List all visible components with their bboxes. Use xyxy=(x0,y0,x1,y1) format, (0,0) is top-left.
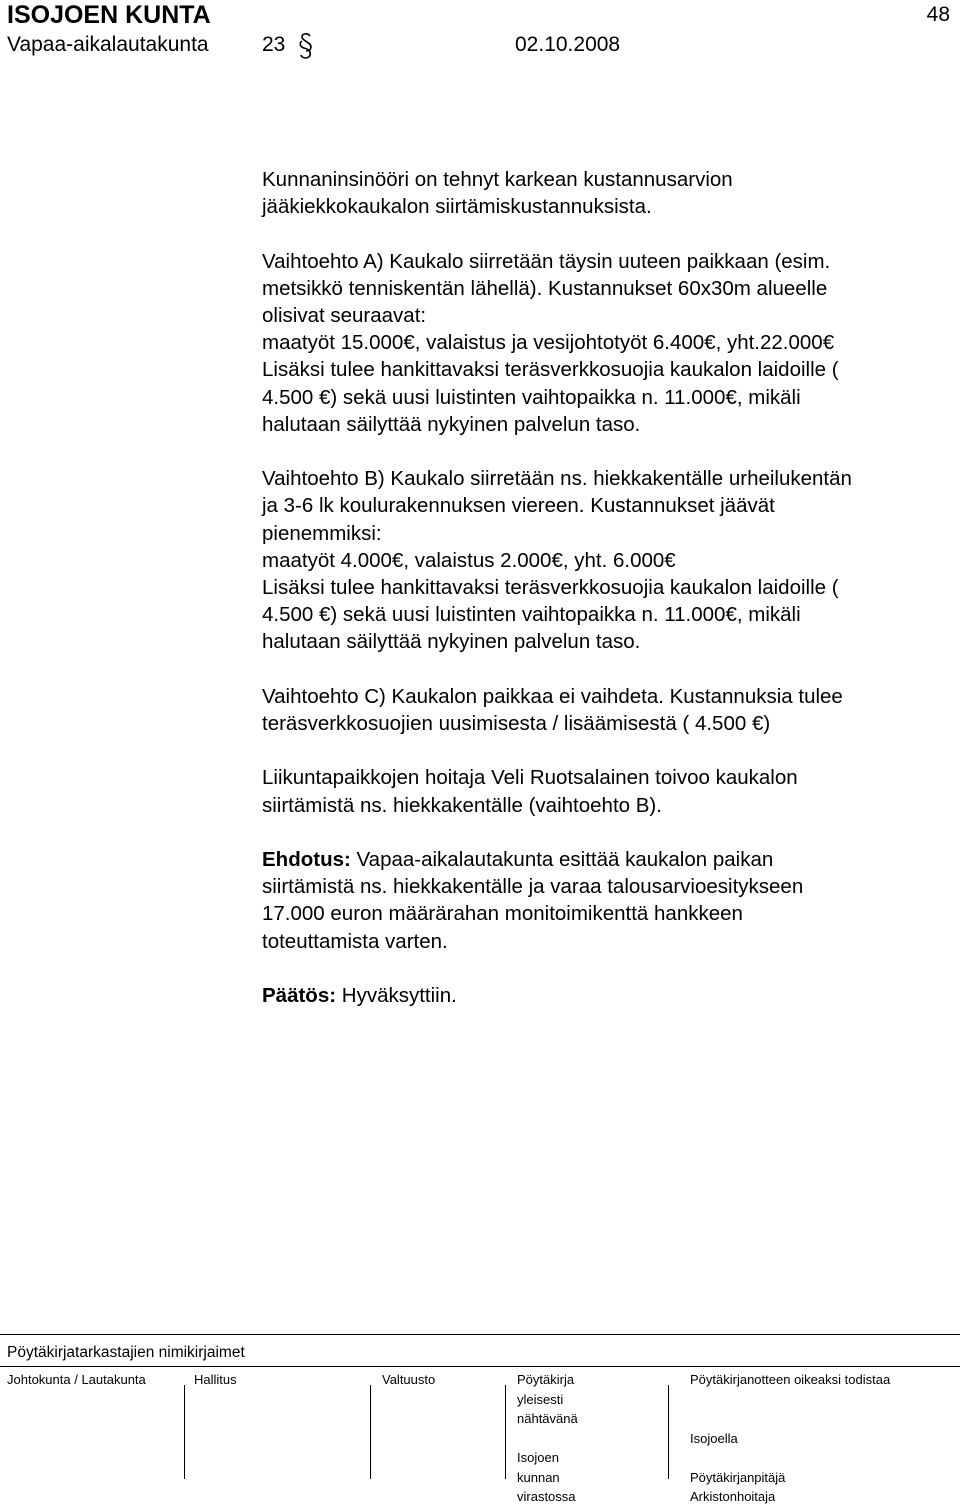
footer-col-certification xyxy=(690,1370,890,1507)
footer-top-rule xyxy=(0,1334,960,1335)
footer-divider xyxy=(184,1385,185,1479)
footer-second-rule xyxy=(0,1366,960,1367)
paragraph-proposal xyxy=(262,846,952,955)
minutes-body xyxy=(262,166,952,1036)
paragraph-option-c: Vaihtoehto C) Kaukalon paikkaa ei vaihdeta. Kustannuksia tulee teräsverkkosuojien uusimisesta / lisäämisestä ( 4.500 €) xyxy=(262,684,843,736)
paragraph-option-a: Vaihtoehto A) Kaukalo siirretään täysin uuteen paikkaan (esim. metsikkö tenniskentän lähellä). Kustannukset 60x30m alueelle olisivat seuraavat: maatyöt 15.000€, valaistus ja vesijohtotyöt 6.400€, yht.22.000€ Lisäksi tulee hankittavaksi teräsverkkosuojia kaukalon laidoille ( 4.500 €) sekä uusi luistinten vaihtopaikka n. 11.000€, mikäli halutaan säilyttää nykyinen palvelun taso. xyxy=(262,249,839,436)
footer-line: kunnan xyxy=(517,1469,560,1485)
page-number: 48 xyxy=(926,3,950,26)
footer-line: Pöytäkirja xyxy=(517,1372,575,1387)
section-sign-icon xyxy=(296,32,316,60)
committee-name: Vapaa-aikalautakunta xyxy=(7,33,209,56)
paragraph-intro: Kunnaninsinööri on tehnyt karkean kustannusarvion jääkiekkokaukalon siirtämiskustannuksista. xyxy=(262,168,733,219)
footer-col-public-display xyxy=(517,1370,578,1507)
proposal-text: Vapaa-aikalautakunta esittää kaukalon paikan siirtämistä ns. hiekkakentälle ja varaa talousarvioesitykseen 17.000 euron määrärahan monitoimikenttä hankkeen toteuttamista varten. xyxy=(262,848,804,953)
section-number: 23 xyxy=(262,33,286,56)
footer-line: nähtävänä xyxy=(517,1411,578,1426)
footer-title: Pöytäkirjatarkastajien nimikirjaimet xyxy=(7,1344,245,1361)
footer-divider xyxy=(668,1385,669,1479)
footer-col-board: Johtokunta / Lautakunta xyxy=(7,1372,146,1387)
footer-line xyxy=(517,1429,578,1449)
footer-col-government: Hallitus xyxy=(194,1372,237,1387)
footer-col-council: Valtuusto xyxy=(382,1372,436,1387)
proposal-label: Ehdotus: xyxy=(262,848,351,871)
paragraph-statement: Liikuntapaikkojen hoitaja Veli Ruotsalainen toivoo kaukalon siirtämistä ns. hiekkakentälle (vaihtoehto B). xyxy=(262,766,798,817)
footer-divider xyxy=(505,1385,506,1479)
footer-line: yleisesti xyxy=(517,1391,564,1407)
paragraph-option-b: Vaihtoehto B) Kaukalo siirretään ns. hiekkakentälle urheilukentän ja 3-6 lk koulurakennuksen viereen. Kustannukset jäävät pienemmiksi: maatyöt 4.000€, valaistus 2.000€, yht. 6.000€ Lisäksi tulee hankittavaksi teräsverkkosuojia kaukalon laidoille ( 4.500 €) sekä uusi luistinten vaihtopaikka n. 11.000€, mikäli halutaan säilyttää nykyinen palvelun taso. xyxy=(262,467,852,654)
organization-name: ISOJOEN KUNTA xyxy=(7,1,211,29)
footer-line xyxy=(690,1448,890,1468)
decision-label: Päätös: xyxy=(262,984,337,1007)
footer-divider xyxy=(370,1385,371,1479)
footer-line: virastossa xyxy=(517,1489,576,1504)
footer-line: Pöytäkirjanpitäjä xyxy=(690,1469,786,1485)
footer-line: Isojoella xyxy=(690,1430,738,1446)
paragraph-decision xyxy=(262,982,952,1009)
footer-line xyxy=(690,1390,890,1410)
meeting-date: 02.10.2008 xyxy=(515,33,621,56)
footer-line: Isojoen xyxy=(517,1450,559,1465)
footer-line xyxy=(690,1409,890,1429)
footer-line: Pöytäkirjanotteen oikeaksi todistaa xyxy=(690,1372,891,1387)
footer-line: Arkistonhoitaja xyxy=(690,1489,776,1504)
decision-text: Hyväksyttiin. xyxy=(336,984,457,1007)
